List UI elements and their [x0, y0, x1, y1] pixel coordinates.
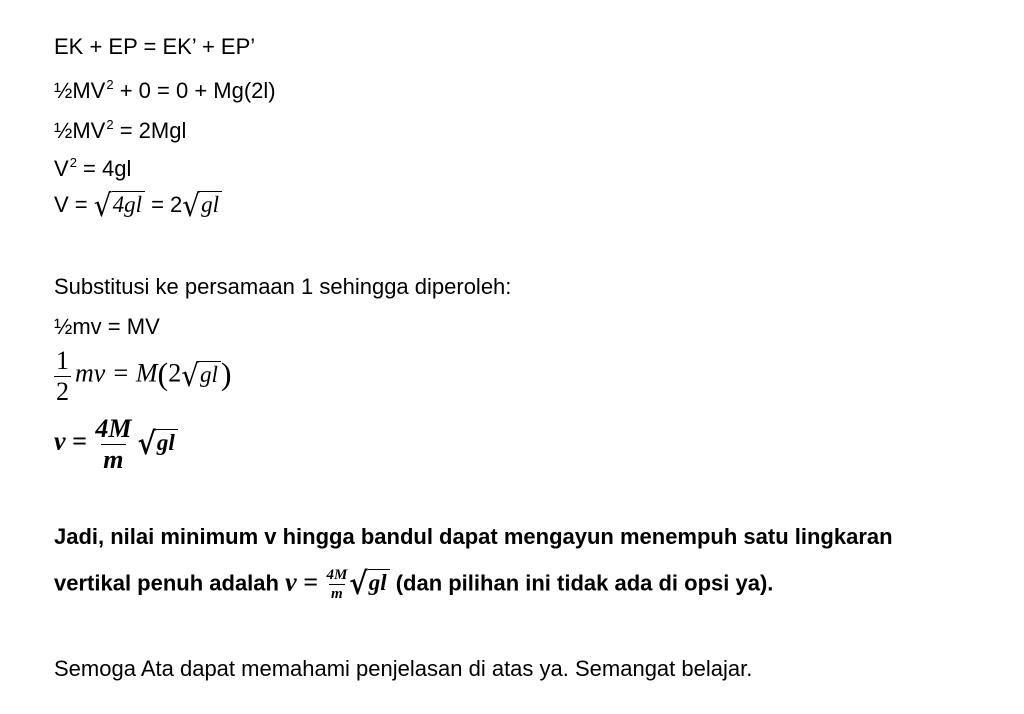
exponent: 2 [106, 77, 114, 92]
text: = 4gl [76, 156, 132, 181]
exponent: 2 [69, 155, 77, 170]
radicand: gl [199, 361, 221, 387]
radical-icon: √ [349, 565, 368, 602]
radical-icon: √ [137, 424, 156, 462]
radical-icon: √ [182, 187, 201, 224]
square-root [349, 565, 389, 602]
text: ½MV [54, 118, 106, 143]
fraction [54, 346, 71, 407]
text: vertikal penuh adalah [54, 570, 286, 596]
velocity-result [54, 187, 222, 224]
square-root [93, 187, 145, 224]
text: + 0 = 0 + Mg(2l) [113, 78, 276, 103]
square-root [181, 356, 221, 394]
square-root [137, 424, 177, 462]
radicand: gl [200, 191, 222, 217]
energy-simplified [54, 110, 186, 146]
numerator: 1 [56, 346, 69, 375]
text: mv = M [75, 358, 158, 388]
text: v = [54, 426, 94, 456]
square-root [182, 187, 222, 224]
denominator: m [103, 445, 124, 474]
text: V [54, 156, 69, 181]
momentum-equation: ½mv = MV [54, 314, 160, 339]
radicand: gl [368, 569, 390, 595]
denominator: 2 [56, 377, 69, 406]
conclusion-line-1: Jadi, nilai minimum v hingga bandul dapat mengayun menempuh satu lingkaran [54, 524, 893, 549]
final-velocity-equation [54, 414, 178, 475]
fraction [93, 414, 133, 475]
exponent: 2 [106, 117, 114, 132]
energy-equation: EK + EP = EK’ + EP’ [54, 34, 256, 59]
fraction [326, 566, 347, 603]
paren-open: ( [157, 355, 169, 392]
energy-substitution [54, 70, 276, 106]
momentum-fraction-equation [54, 346, 232, 407]
radical-icon: √ [181, 356, 200, 394]
denominator: m [331, 586, 343, 602]
text: (dan pilihan ini tidak ada di opsi ya). [389, 570, 774, 596]
closing-remark: Semoga Ata dapat memahami penjelasan di atas ya. Semangat belajar. [54, 656, 753, 681]
velocity-squared [54, 148, 131, 184]
radical-icon: √ [93, 187, 112, 224]
substitution-intro: Substitusi ke persamaan 1 sehingga diperoleh: [54, 274, 512, 299]
numerator: 4M [95, 414, 132, 443]
radicand: gl [156, 429, 178, 455]
conclusion-line-2 [54, 566, 773, 603]
text: V = [54, 192, 94, 217]
coefficient: 2 [168, 358, 182, 388]
numerator: 4M [326, 567, 348, 583]
text: ½MV [54, 78, 106, 103]
text: = 2 [144, 192, 183, 217]
math-lhs: v = [285, 567, 325, 597]
radicand: 4gl [112, 191, 145, 217]
text: = 2Mgl [113, 118, 187, 143]
paren-close: ) [220, 355, 232, 392]
